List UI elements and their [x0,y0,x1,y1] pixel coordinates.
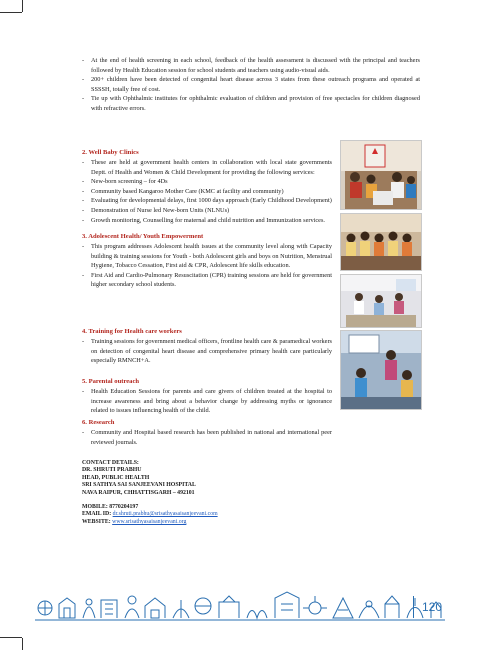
website-link[interactable]: www.srisathyasaisanjeevani.org [112,518,187,525]
email-label: EMAIL ID: [82,511,112,518]
website-label: WEBSITE: [82,518,111,525]
section-heading: 4. Training for Health care workers [82,328,182,335]
section-heading: 2. Well Baby Clinics [82,149,139,156]
section-research [82,418,332,447]
well-baby-clinic-image [341,141,421,209]
contact-title: CONTACT DETAILS: [82,460,139,466]
list-item: - Tie up with Ophthalmic institutes for ophthalmic evaluation of children and provision of free spectacles for children diagnosed with refractive errors. [82,94,420,113]
section-parental [82,377,332,416]
list-item: - At the end of health screening in each school, feedback of the health assessment is discussed with the principal and teachers followed by Health Education session for school students and teachers using audio-visual aids. [82,56,420,75]
section-heading: 5. Parental outreach [82,378,140,385]
contact-mobile [82,504,218,511]
page-number: 120 [422,600,443,614]
section-training [82,327,332,366]
section-heading: 6. Research [82,419,115,426]
list-item: - Training sessions for government medical officers, frontline health care & paramedical workers on detection of congenital heart disease and comprehensive primary health care particularly especially RMNCH+A. [82,337,332,366]
list-item: - Evaluating for developmental delays, first 1000 days approach (Early Childhood Development) [82,196,332,206]
contact-city: NAVA RAIPUR, CHHATTISGARH – 492101 [82,489,195,496]
contact-name: DR. SHRUTI PRABHU [82,467,142,474]
email-link[interactable]: dr.shruti.prabhu@srisathyasaisanjeevani.com [112,511,218,518]
mobile-label: MOBILE: [82,504,108,511]
list-item: - New-born screening – for 4Ds [82,177,332,187]
list-item: - First Aid and Cardio-Pulmonary Resuscitation (CPR) training sessions are held for government higher secondary school students. [82,271,332,290]
list-item: - These are held at government health centers in collaboration with local state governments Deptt. of Health and Women & Child Development for providing the following services: [82,158,332,177]
adolescent-health-image [341,214,421,270]
training-session-photo [340,274,422,328]
parental-outreach-photo [340,330,422,410]
section-heading: 3. Adolescent Health/ Youth Empowerment [82,233,204,240]
contact-details [82,460,218,526]
list-item: - Demonstration of Nurse led New-born Units (NLNUs) [82,206,332,216]
section-well-baby [82,148,332,225]
list-item: - Growth monitoring, Counselling for maternal and child nutrition and Immunization services. [82,216,332,226]
page-number-divider [413,596,414,618]
footer-illustration [35,590,475,622]
intro-bullets [82,56,420,114]
list-item: - Health Education Sessions for parents and care givers of children treated at the hospital to increase awareness and bring about a behavior change by addressing myths or ignorance related to issues influencing health of the child. [82,387,332,416]
parental-outreach-image [341,331,421,409]
well-baby-clinic-photo [340,140,422,210]
adolescent-health-photo [340,213,422,271]
list-item: - 200+ children have been detected of congenital heart disease across 3 states from these outreach programs and operated at SSSSH, totally free of cost. [82,75,420,94]
contact-email [82,511,218,518]
contact-website [82,519,218,526]
list-item: - This program addresses Adolescent health issues at the community level along with Capacity building & training sessions for Youth - both Adolescent girls and boys on Nutrition, Menstrual Hygiene, Tobacco Cessation, First aid & CPR, Adolescent life skills education. [82,242,332,271]
contact-role: HEAD, PUBLIC HEALTH [82,474,150,481]
list-item: - Community based Kangaroo Mother Care (KMC at facility and community) [82,187,332,197]
section-adolescent [82,232,332,290]
mobile-value: 8770204197 [109,504,139,511]
contact-org: SRI SATHYA SAI SANJEEVANI HOSPITAL [82,482,196,489]
training-session-image [341,275,421,327]
list-item: - Community and Hospital based research has been published in national and international peer reviewed journals. [82,428,332,447]
